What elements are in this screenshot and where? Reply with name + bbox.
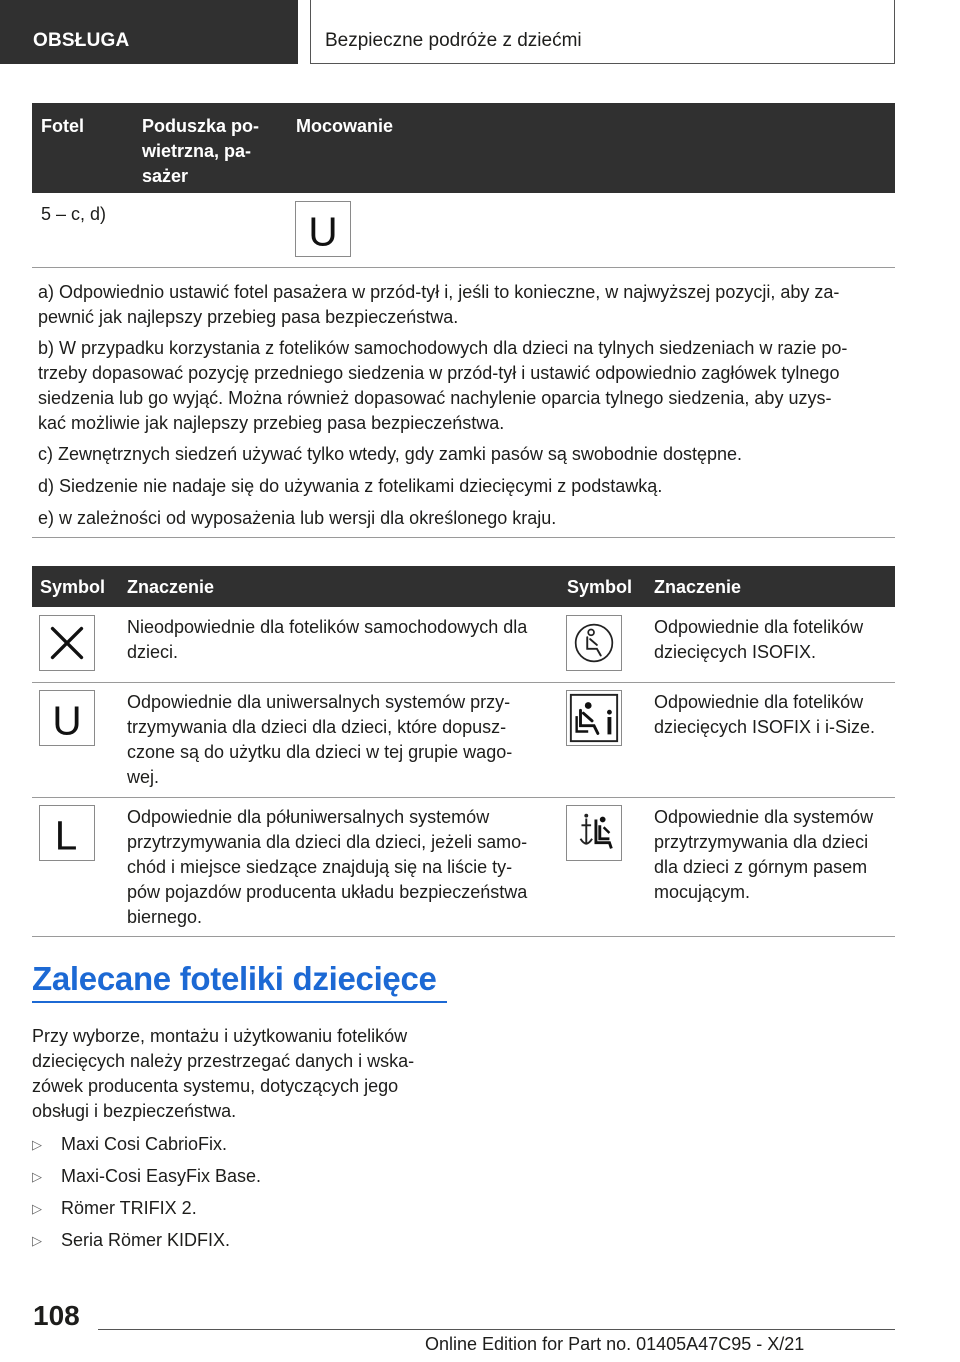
list-item-text: Maxi Cosi CabrioFix. [61, 1134, 228, 1154]
footnote-a: a) Odpowiednio ustawić fotel pasażera w przód-tył i, jeśli to konieczne, w najwyższej pozycji, aby za- pewnić jak najlepszy przebieg pasa bezpieczeństwa. [38, 282, 840, 327]
section-tab [0, 0, 298, 64]
col-airbag: Poduszka po- wietrzna, pa- sażer [142, 116, 260, 186]
list-item-text: Römer TRIFIX 2. [61, 1198, 197, 1218]
footer-rule [98, 1329, 895, 1330]
top-tether-icon [566, 805, 622, 861]
divider [32, 537, 895, 538]
seat-table-header [32, 103, 895, 193]
legend-text: Odpowiednie dla półuniwersalnych systemów przytrzymywania dla dzieci dla dzieci, jeżeli samo- chód i miejsce siedzące znajdują się na liście ty- pów pojazdów producenta układu bezpieczeństwa biernego. [127, 807, 528, 927]
edition-note: Online Edition for Part no. 01405A47C95 - X/21 [425, 1334, 805, 1354]
triangle-bullet-icon: ▷ [32, 1201, 42, 1216]
semi-universal-l-icon [39, 805, 95, 861]
legend-text: Odpowiednie dla systemów przytrzymywania dla dzieci dla dzieci z górnym pasem mocującym. [654, 807, 874, 902]
legend-text: Odpowiednie dla fotelików dziecięcych ISOFIX i i-Size. [654, 692, 876, 737]
divider [32, 267, 895, 268]
footnote-b: b) W przypadku korzystania z fotelików samochodowych dla dzieci na tylnych siedzeniach w razie po- trzeby dopasować pozycję przedniego siedzenia w przód-tył i ustawić odpowiednio zagłówek tylnego siedzenia lub go wyjąć. Można również dopasować nachylenie oparcia tylnego siedzenia, aby uzys- kać możliwie jak najlepszy przebieg pasa bezpieczeństwa. [38, 338, 848, 433]
legend-col-meaning-2: Znaczenie [654, 577, 742, 597]
legend-text: Odpowiednie dla uniwersalnych systemów przy- trzymywania dla dzieci dla dzieci, które dopusz- czone są do użytku dla dzieci w tej grupie wago- wej. [127, 692, 513, 787]
section-label: OBSŁUGA [33, 30, 130, 51]
footnote-c: c) Zewnętrznych siedzeń używać tylko wtedy, gdy zamki pasów są swobodnie dostępne. [38, 444, 743, 464]
section-heading: Zalecane foteliki dziecięce [32, 960, 437, 997]
list-item-text: Seria Römer KIDFIX. [61, 1230, 231, 1250]
footnote-d: d) Siedzenie nie nadaje się do używania z fotelikami dziecięcymi z podstawką. [38, 476, 663, 496]
divider [32, 682, 895, 683]
triangle-bullet-icon: ▷ [32, 1233, 42, 1248]
intro-paragraph: Przy wyborze, montażu i użytkowaniu fotelików dziecięcych należy przestrzegać danych i wska- zówek producenta systemu, dotyczących jego obsługi i bezpieczeństwa. [32, 1026, 415, 1121]
chapter-title: Bezpieczne podróże z dziećmi [325, 30, 582, 51]
page-number: 108 [33, 1300, 80, 1331]
universal-u-icon [39, 690, 95, 746]
legend-symbol: U [52, 697, 82, 744]
divider [32, 797, 895, 798]
footnote-e: e) w zależności od wyposażenia lub wersji dla określonego kraju. [38, 508, 557, 528]
legend-table-header [32, 566, 895, 607]
universal-u-icon [295, 201, 351, 257]
seat-cell: 5 – c, d) [41, 204, 107, 224]
mounting-symbol: U [308, 208, 338, 255]
legend-symbol: L [54, 812, 78, 859]
col-seat: Fotel [41, 116, 84, 136]
divider [32, 936, 895, 937]
legend-col-symbol-1: Symbol [40, 577, 106, 597]
chapter-box [310, 0, 895, 64]
col-mounting: Mocowanie [296, 116, 394, 136]
legend-text: Odpowiednie dla fotelików dziecięcych ISOFIX. [654, 617, 864, 662]
triangle-bullet-icon: ▷ [32, 1137, 42, 1152]
list-item-text: Maxi-Cosi EasyFix Base. [61, 1166, 262, 1186]
triangle-bullet-icon: ▷ [32, 1169, 42, 1184]
legend-col-meaning-1: Znaczenie [127, 577, 215, 597]
cross-icon [39, 615, 95, 671]
legend-text: Nieodpowiednie dla fotelików samochodowych dla dzieci. [127, 617, 528, 662]
legend-col-symbol-2: Symbol [567, 577, 633, 597]
isofix-i-size-icon [566, 690, 622, 746]
heading-underline [32, 1001, 447, 1003]
isofix-icon [566, 615, 622, 671]
